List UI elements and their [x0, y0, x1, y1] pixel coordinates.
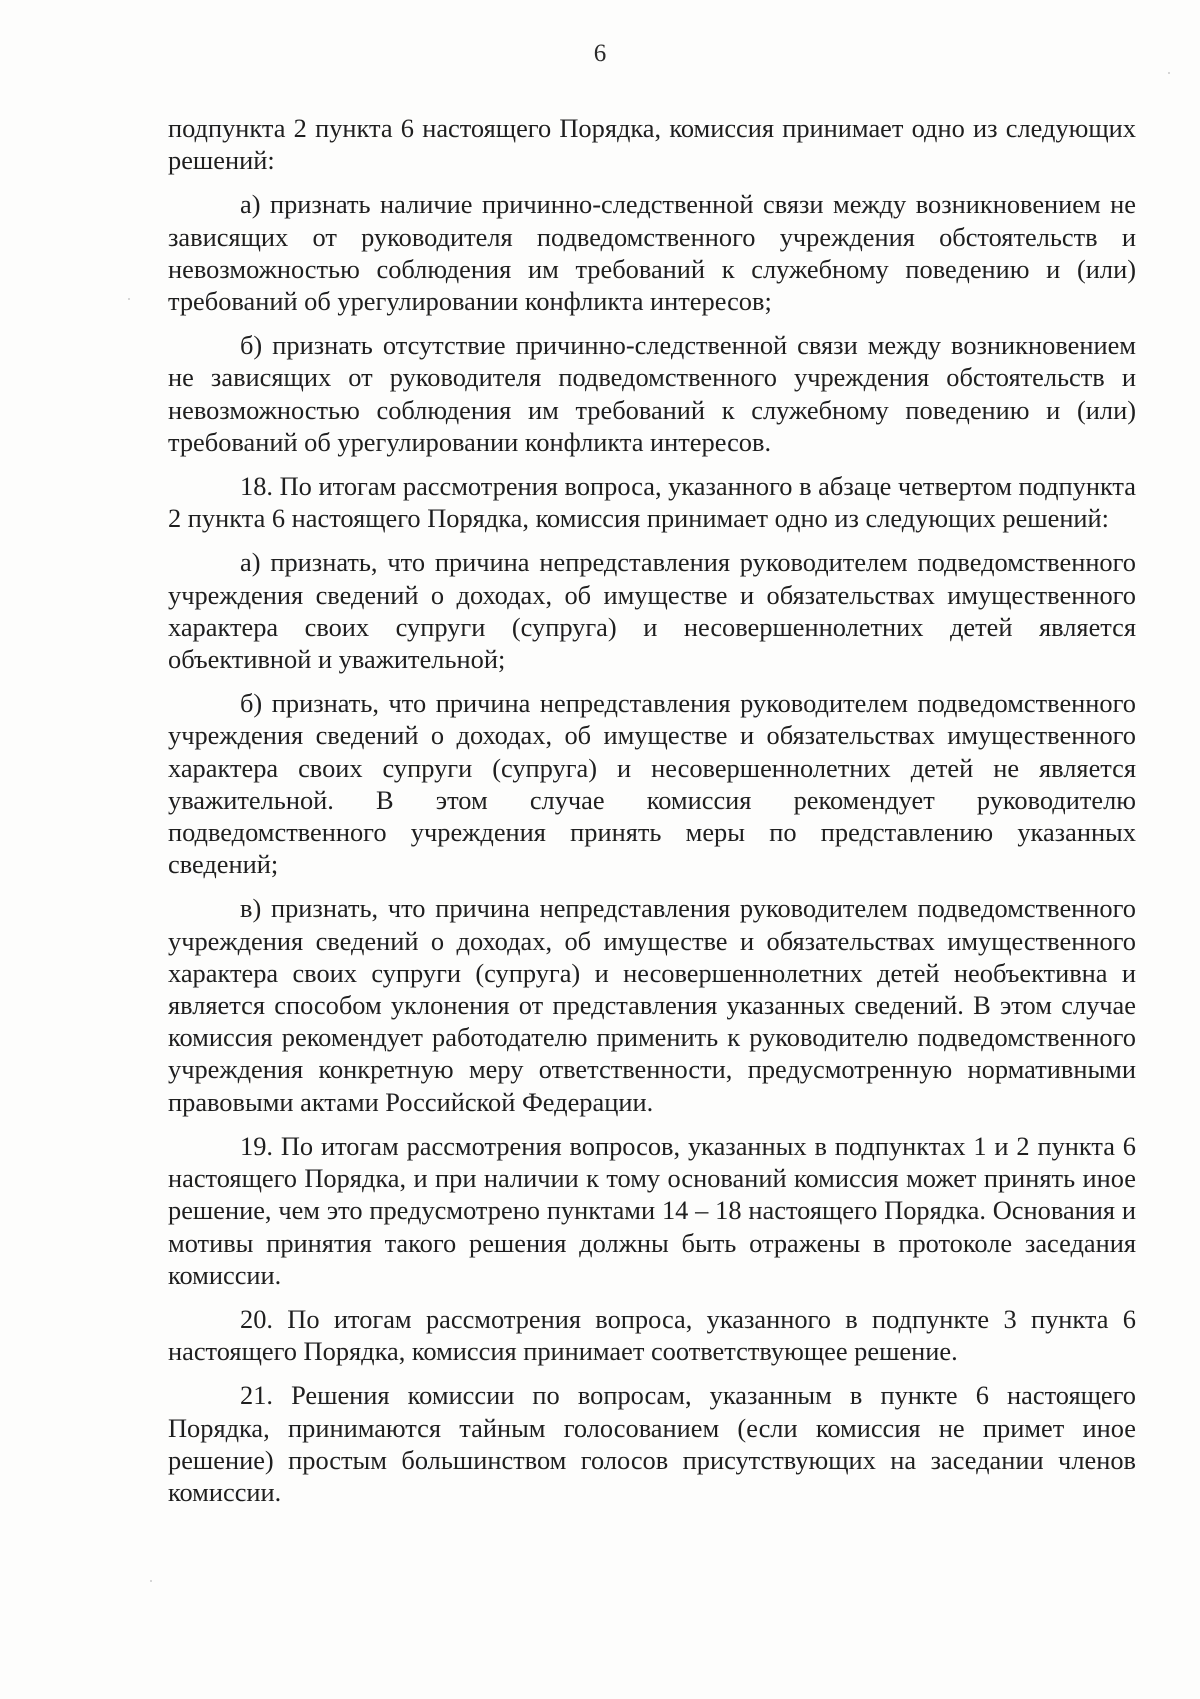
- paragraph-17b: б) признать отсутствие причинно-следственной связи между возникновением не зависящих от руководителя подведомственного учреждения обстоятельств и невозможностью соблюдения им требований к служебному поведению и (или) требований об урегулировании конфликта интересов.: [168, 330, 1136, 457]
- paragraph-21: 21. Решения комиссии по вопросам, указанным в пункте 6 настоящего Порядка, принимаются тайным голосованием (если комиссия не примет иное решение) простым большинством голосов присутствующих на заседании членов комиссии.: [168, 1380, 1136, 1507]
- document-body: [168, 112, 1136, 1520]
- paragraph-18a: а) признать, что причина непредставления руководителем подведомственного учреждения сведений о доходах, об имуществе и обязательствах имущественного характера своих супруги (супруга) и несовершеннолетних детей является объективной и уважительной;: [168, 547, 1136, 675]
- scan-speck: [150, 1580, 152, 1582]
- paragraph-20: 20. По итогам рассмотрения вопроса, указанного в подпункте 3 пункта 6 настоящего Порядка, комиссия принимает соответствующее решение.: [168, 1303, 1136, 1367]
- paragraph-17a: а) признать наличие причинно-следственной связи между возникновением не зависящих от руководителя подведомственного учреждения обстоятельств и невозможностью соблюдения им требований к служебному поведению и (или) требований об урегулировании конфликта интересов;: [168, 189, 1136, 317]
- paragraph-18: 18. По итогам рассмотрения вопроса, указанного в абзаце четвертом подпункта 2 пункта 6 настоящего Порядка, комиссия принимает одно из следующих решений:: [168, 471, 1136, 534]
- paragraph-18b: б) признать, что причина непредставления руководителем подведомственного учреждения сведений о доходах, об имуществе и обязательствах имущественного характера своих супруги (супруга) и несовершеннолетних детей не является уважительной. В этом случае комиссия рекомендует руководителю подведомственного учреждения принять меры по представлению указанных сведений;: [168, 688, 1136, 880]
- scan-speck: [1168, 72, 1170, 74]
- paragraph-continuation: подпункта 2 пункта 6 настоящего Порядка, комиссия принимает одно из следующих решений:: [168, 113, 1136, 176]
- paragraph-19: 19. По итогам рассмотрения вопросов, указанных в подпунктах 1 и 2 пункта 6 настоящего Порядка, и при наличии к тому оснований комиссия может принять иное решение, чем это предусмотрено пунктами 14 – 18 настоящего Порядка. Основания и мотивы принятия такого решения должны быть отражены в протоколе заседания комиссии.: [168, 1130, 1136, 1290]
- page-number: 6: [593, 40, 607, 67]
- paragraph-18c: в) признать, что причина непредставления руководителем подведомственного учреждения сведений о доходах, об имуществе и обязательствах имущественного характера своих супруги (супруга) и несовершеннолетних детей необъективна и является способом уклонения от представления указанных сведений. В этом случае комиссия рекомендует работодателю применить к руководителю подведомственного учреждения конкретную меру ответственности, предусмотренную нормативными правовыми актами Российской Федерации.: [168, 893, 1136, 1117]
- scan-speck: [128, 298, 130, 300]
